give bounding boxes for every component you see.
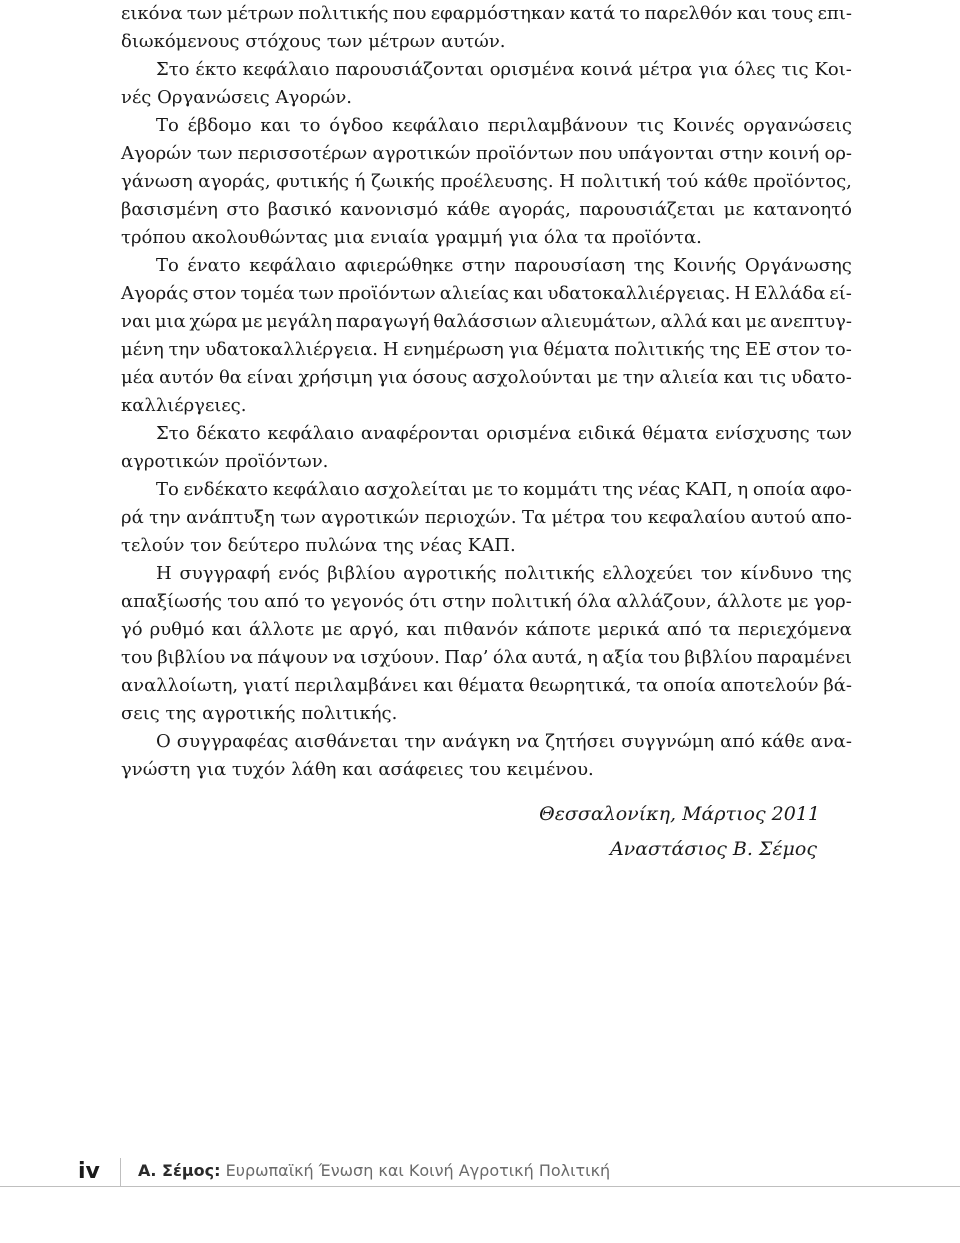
running-head-author: Α. Σέμος: (138, 1161, 221, 1180)
footer-rule (0, 1186, 960, 1187)
text-line: Ο συγγραφέας αισθάνεται την ανάγκη να ζητήσει συγγνώμη από κάθε ανα- (156, 731, 852, 752)
signature-author: Αναστάσιος Β. Σέμος (609, 838, 817, 860)
text-line: γό ρυθμό και άλλοτε με αργό, και πιθανόν κάποτε μερικά από τα περιεχόμενα (121, 619, 852, 640)
text-line: ρά την ανάπτυξη των αγροτικών περιοχών. Τα μέτρα του κεφαλαίου αυτού απο- (121, 507, 852, 528)
body-text (121, 0, 852, 784)
text-line: μένη την υδατοκαλλιέργεια. Η ενημέρωση για θέματα πολιτικής της ΕΕ στον το- (121, 339, 852, 360)
footer-divider (120, 1158, 121, 1186)
text-line: τρόπου ακολουθώντας μια ενιαία γραμμή για όλα τα προϊόντα. (121, 227, 702, 248)
text-line: του βιβλίου να πάψουν να ισχύουν. Παρ’ όλα αυτά, η αξία του βιβλίου παραμένει (121, 647, 852, 668)
text-line: γάνωση αγοράς, φυτικής ή ζωικής προέλευσης. Η πολιτική τού κάθε προϊόντος, (121, 171, 852, 192)
text-line: Στο δέκατο κεφάλαιο αναφέρονται ορισμένα ειδικά θέματα ενίσχυσης των (156, 423, 852, 444)
text-line: καλλιέργειες. (121, 395, 247, 416)
text-line: Αγορών των περισσοτέρων αγροτικών προϊόντων που υπάγονται στην κοινή ορ- (121, 143, 852, 164)
text-line: μέα αυτόν θα είναι χρήσιμη για όσους ασχολούνται με την αλιεία και τις υδατο- (121, 367, 852, 388)
text-line: σεις της αγροτικής πολιτικής. (121, 703, 398, 724)
text-line: Το ένατο κεφάλαιο αφιερώθηκε στην παρουσίαση της Κοινής Οργάνωσης (156, 255, 852, 276)
text-line: απαξίωσής του από το γεγονός ότι στην πολιτική όλα αλλάζουν, άλλοτε με γορ- (121, 591, 852, 612)
text-line: ναι μια χώρα με μεγάλη παραγωγή θαλάσσιων αλιευμάτων, αλλά και με ανεπτυγ- (121, 311, 852, 332)
text-line: εικόνα των μέτρων πολιτικής που εφαρμόστηκαν κατά το παρελθόν και τους επι- (121, 3, 852, 24)
running-head-title: Ευρωπαϊκή Ένωση και Κοινή Αγροτική Πολιτική (225, 1161, 611, 1180)
text-line: αγροτικών προϊόντων. (121, 451, 329, 472)
text-line: αναλλοίωτη, γιατί περιλαμβάνει και θέματα θεωρητικά, τα οποία αποτελούν βά- (121, 675, 852, 696)
text-line: γνώστη για τυχόν λάθη και ασάφειες του κειμένου. (121, 759, 594, 780)
signature-place-date: Θεσσαλονίκη, Μάρτιος 2011 (539, 803, 820, 825)
text-line: Αγοράς στον τομέα των προϊόντων αλιείας και υδατοκαλλιέργειας. Η Ελλάδα εί- (121, 283, 852, 304)
text-line: βασισμένη στο βασικό κανονισμό κάθε αγοράς, παρουσιάζεται με κατανοητό (121, 199, 852, 220)
text-line: Το ενδέκατο κεφάλαιο ασχολείται με το κομμάτι της νέας ΚΑΠ, η οποία αφο- (156, 479, 852, 500)
text-line: διωκόμενους στόχους των μέτρων αυτών. (121, 31, 506, 52)
running-head (138, 1161, 610, 1180)
text-line: Στο έκτο κεφάλαιο παρουσιάζονται ορισμένα κοινά μέτρα για όλες τις Κοι- (156, 59, 852, 80)
page-number: iv (78, 1159, 100, 1184)
text-line: Η συγγραφή ενός βιβλίου αγροτικής πολιτικής ελλοχεύει τον κίνδυνο της (156, 563, 852, 584)
text-line: Το έβδομο και το όγδοο κεφάλαιο περιλαμβάνουν τις Κοινές οργανώσεις (156, 115, 852, 136)
text-line: τελούν τον δεύτερο πυλώνα της νέας ΚΑΠ. (121, 535, 516, 556)
text-line: νές Οργανώσεις Αγορών. (121, 87, 353, 108)
